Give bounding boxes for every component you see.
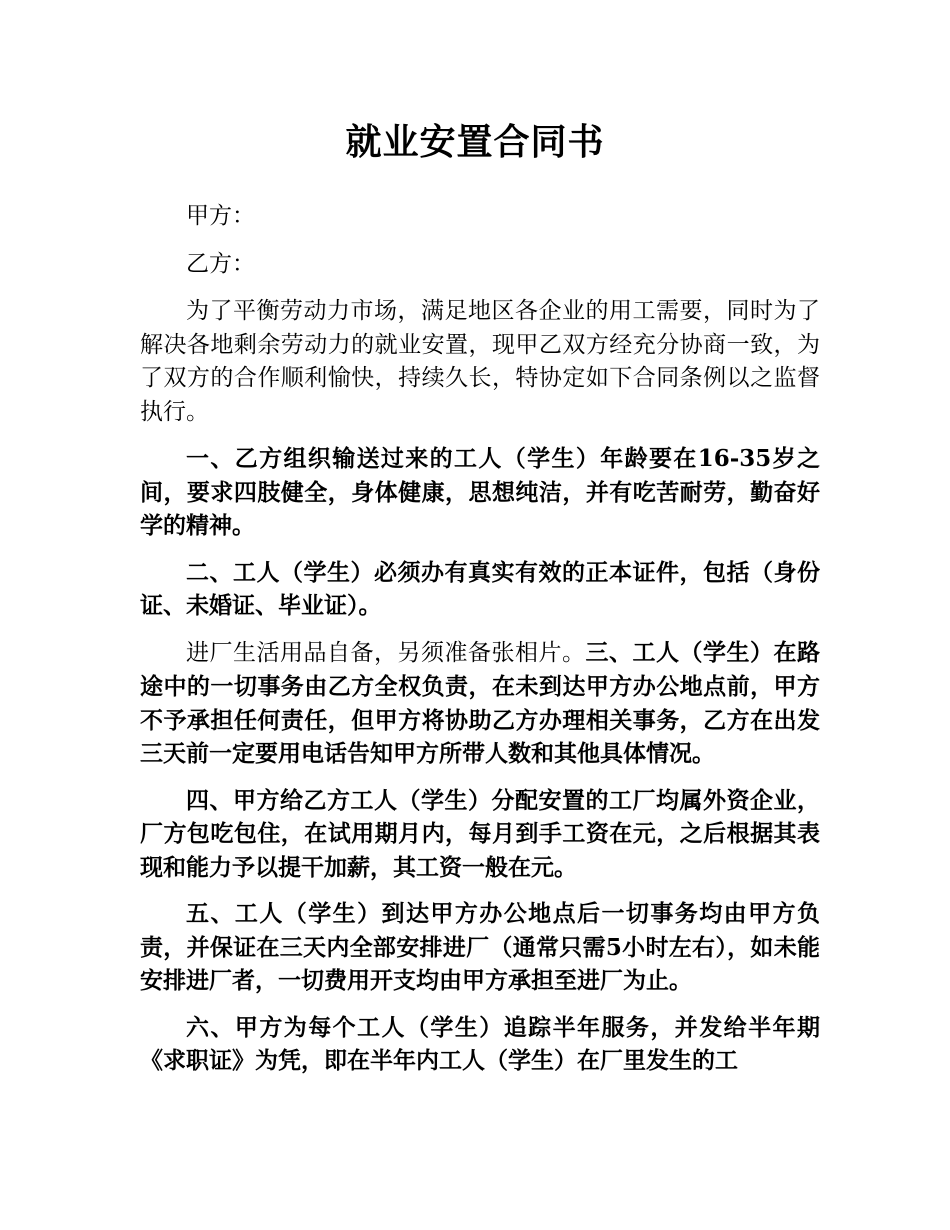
clause-1: 一、乙方组织输送过来的工人（学生）年龄要在16-35岁之间，要求四肢健全，身体健康，思想纯洁，并有吃苦耐劳，勤奋好学的精神。 [140, 445, 820, 539]
clause-6: 六、甲方为每个工人（学生）追踪半年服务，并发给半年期《求职证》为凭，即在半年内工人（学生）在厂里发生的工 [140, 1013, 820, 1074]
intro-paragraph: 为了平衡劳动力市场，满足地区各企业的用工需要，同时为了解决各地剩余劳动力的就业安置，现甲乙双方经充分协商一致，为了双方的合作顺利愉快，持续久长，特协定如下合同条例以之监督执行。 [140, 298, 820, 425]
clause-3: 三、工人（学生）在路途中的一切事务由乙方全权负责，在未到达甲方办公地点前，甲方不予承担任何责任，但甲方将协助乙方办理相关事务，乙方在出发三天前一定要用电话告知甲方所带人数和其他具体情况。 [140, 638, 820, 767]
clause-4: 四、甲方给乙方工人（学生）分配安置的工厂均属外资企业，厂方包吃包住，在试用期月内，每月到手工资在元，之后根据其表现和能力予以提干加薪，其工资一般在元。 [140, 786, 820, 881]
clause-2-supplement-and-clause-3 [140, 636, 820, 771]
document-body [140, 200, 820, 1091]
clause-2-supplement: 进厂生活用品自备，另须准备张相片。 [186, 639, 586, 666]
clause-5: 五、工人（学生）到达甲方办公地点后一切事务均由甲方负责，并保证在三天内全部安排进厂（通常只需5小时左右），如未能安排进厂者，一切费用开支均由甲方承担至进厂为止。 [140, 900, 820, 994]
party-b-line: 乙方： [186, 250, 255, 277]
document-title: 就业安置合同书 [345, 121, 605, 163]
clause-2: 二、工人（学生）必须办有真实有效的正本证件，包括（身份证、未婚证、毕业证）。 [140, 558, 820, 619]
party-a-line: 甲方： [186, 203, 255, 229]
